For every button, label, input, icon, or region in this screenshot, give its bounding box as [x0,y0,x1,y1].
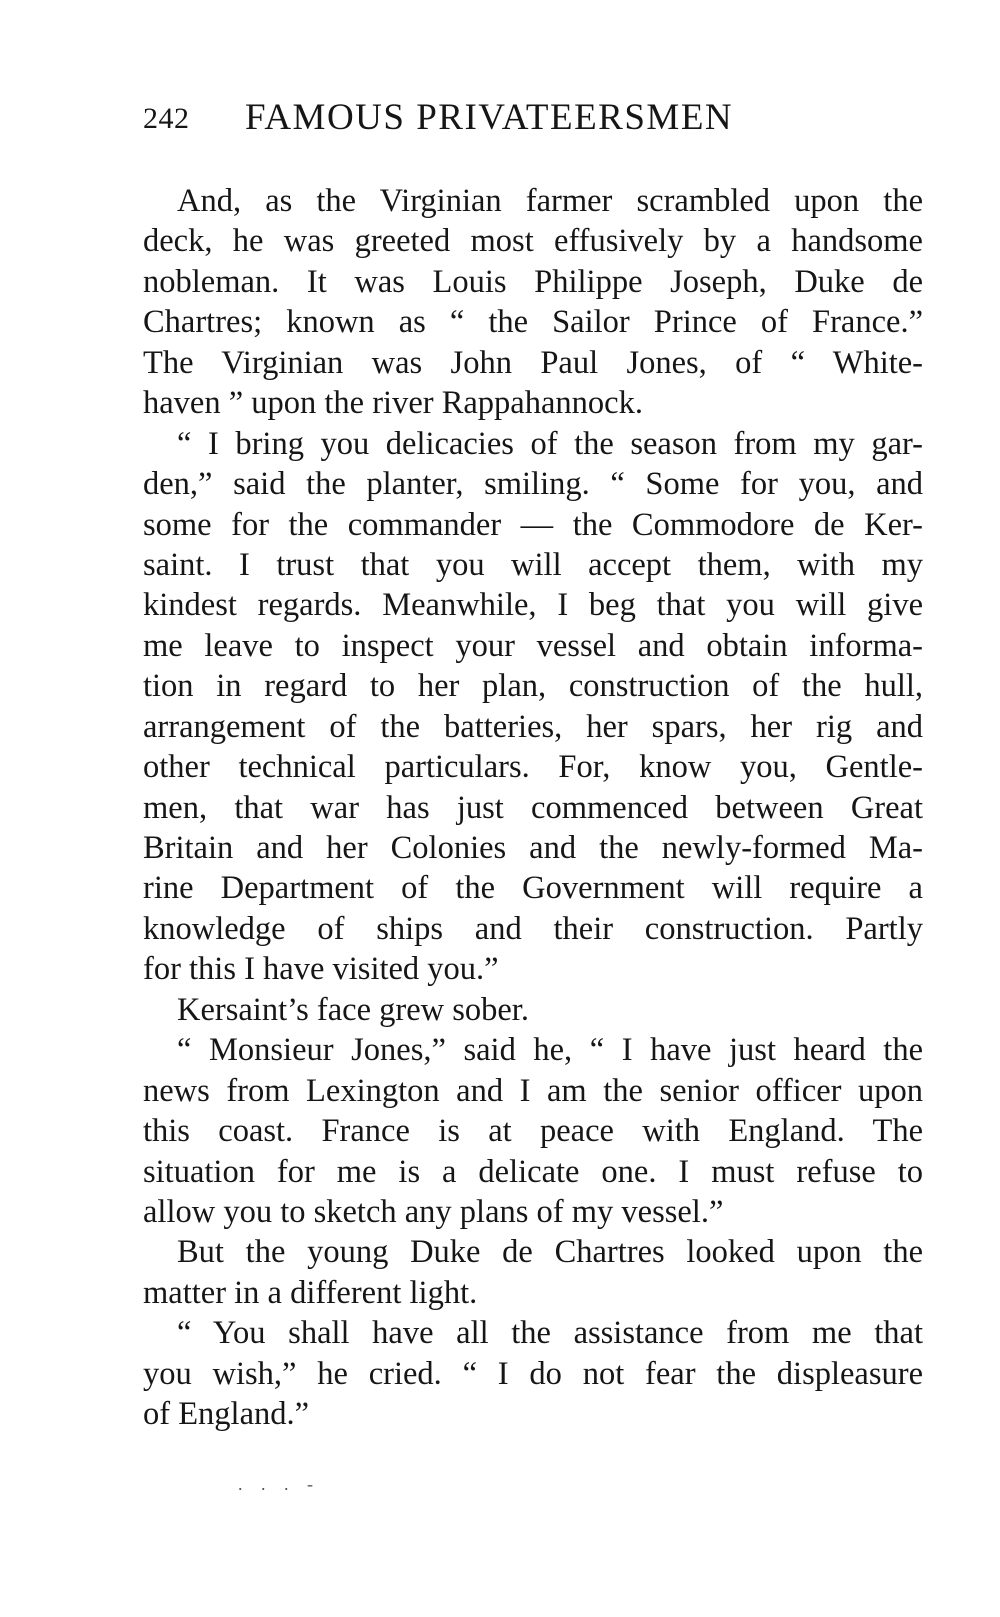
text-line: arrangement of the batteries, her spars, her rig and [143,708,923,745]
text-line: news from Lexington and I am the senior officer upon [143,1072,923,1109]
text-line: “ I bring you delicacies of the season from my gar- [177,425,923,462]
text-line: rine Department of the Government will require a [143,870,923,907]
footer-mark: . . . - [238,1474,320,1494]
text-line: “ You shall have all the assistance from me that [177,1315,923,1352]
text-line: kindest regards. Meanwhile, I beg that you will give [143,587,923,624]
text-line: this coast. France is at peace with England. The [143,1113,923,1150]
page-number: 242 [143,102,190,135]
text-line: Chartres; known as “ the Sailor Prince of France.” [143,304,923,341]
text-line: me leave to inspect your vessel and obtain informa- [143,627,923,664]
text-line: Britain and her Colonies and the newly-formed Ma- [143,830,923,866]
text-line: The Virginian was John Paul Jones, of “ White- [143,344,923,381]
text-line: But the young Duke de Chartres looked upon the [177,1234,923,1271]
text-line: of England.” [143,1396,310,1433]
text-line: And, as the Virginian farmer scrambled upon the [177,183,923,219]
text-line: saint. I trust that you will accept them, with my [143,546,923,583]
text-line: deck, he was greeted most effusively by a handsome [143,223,923,260]
running-head [143,96,923,146]
body-text [143,181,923,1435]
text-line: you wish,” he cried. “ I do not fear the displeasure [143,1355,923,1392]
text-line: “ Monsieur Jones,” said he, “ I have just heard the [177,1032,923,1069]
text-line: knowledge of ships and their construction. Partly [143,910,923,947]
text-line: Kersaint’s face grew sober. [177,991,529,1028]
text-line: some for the commander — the Commodore de Ker- [143,506,923,543]
text-line: other technical particulars. For, know you, Gentle- [143,749,923,786]
text-line: matter in a different light. [143,1274,478,1311]
text-line: haven ” upon the river Rappahannock. [143,385,643,422]
text-line: men, that war has just commenced between Great [143,789,923,826]
text-line: for this I have visited you.” [143,951,499,988]
text-line: den,” said the planter, smiling. “ Some for you, and [143,466,923,503]
text-line: nobleman. It was Louis Philippe Joseph, Duke de [143,263,923,300]
text-line: allow you to sketch any plans of my vessel.” [143,1193,724,1230]
text-line: situation for me is a delicate one. I must refuse to [143,1153,923,1190]
running-title: FAMOUS PRIVATEERSMEN [245,97,734,138]
text-line: tion in regard to her plan, construction of the hull, [143,668,923,705]
